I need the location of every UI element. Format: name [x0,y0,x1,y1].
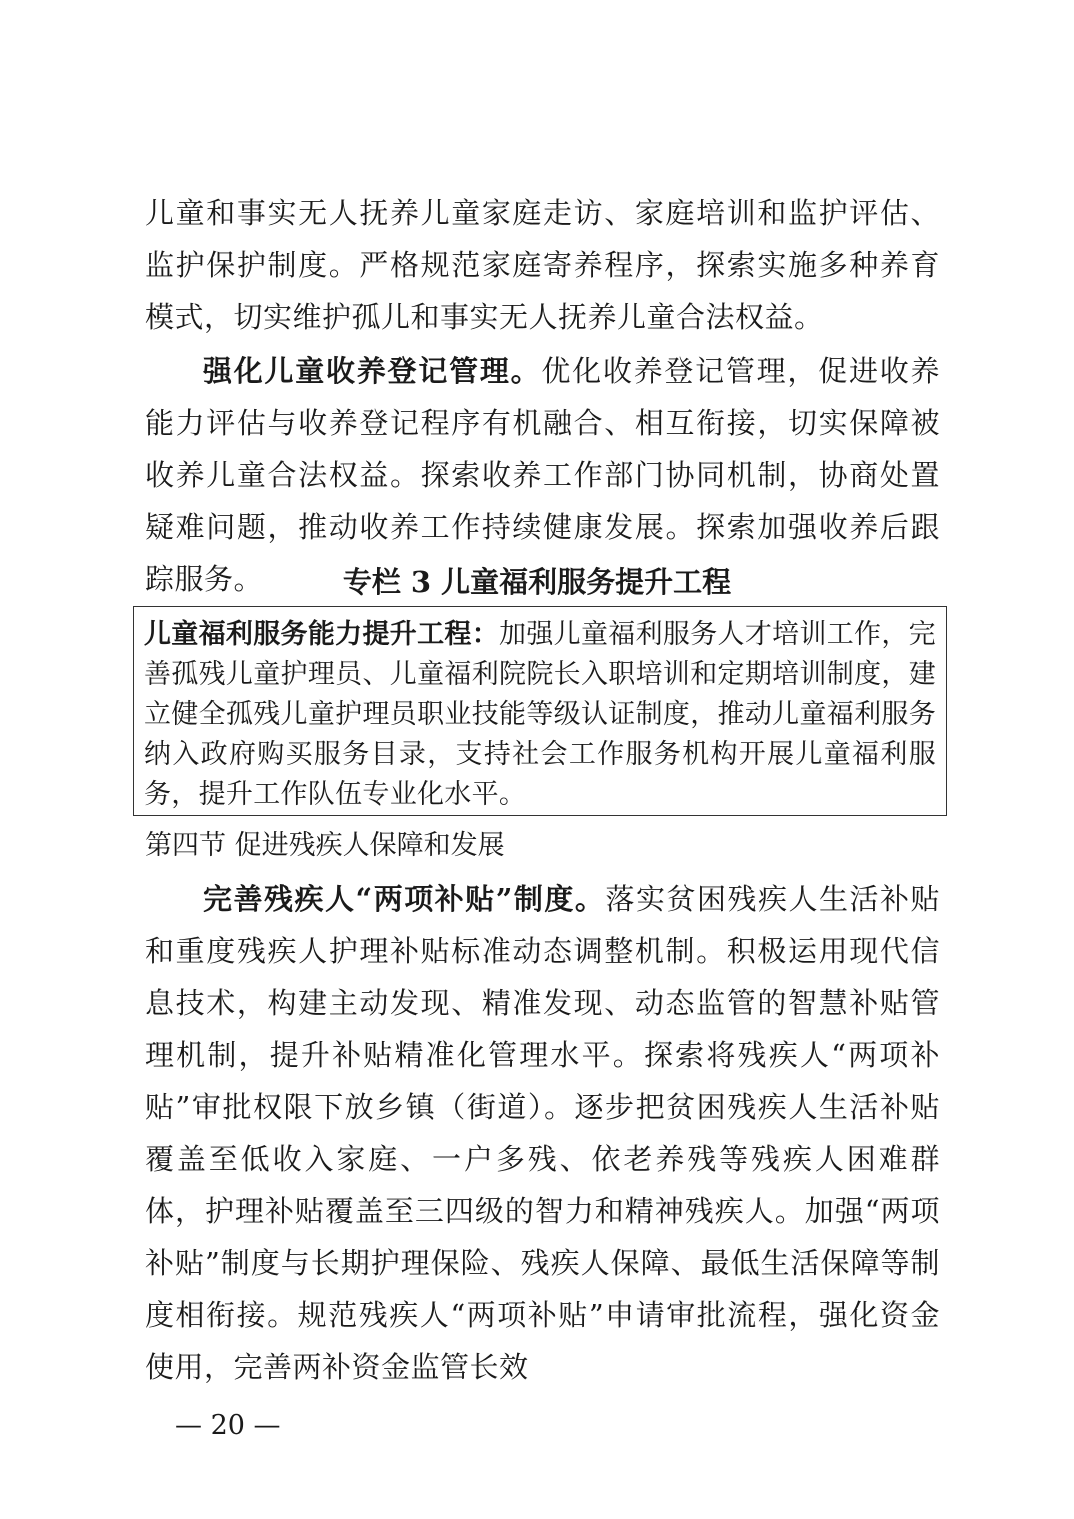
paragraph-text: 儿童和事实无人抚养儿童家庭走访、家庭培训和监护评估、监护保护制度。严格规范家庭寄养程序，探索实施多种养育模式，切实维护孤儿和事实无人抚养儿童合法权益。 [145,196,940,334]
paragraph-orphan-protection [145,187,940,343]
paragraph-text: 落实贫困残疾人生活补贴和重度残疾人护理补贴标准动态调整机制。积极运用现代信息技术，构建主动发现、精准发现、动态监管的智慧补贴管理机制，提升补贴精准化管理水平。探索将残疾人“两项补贴”审批权限下放乡镇（街道）。逐步把贫困残疾人生活补贴覆盖至低收入家庭、一户多残、依老养残等残疾人困难群体，护理补贴覆盖至三四级的智力和精神残疾人。加强“两项补贴”制度与长期护理保险、残疾人保障、最低生活保障等制度相衔接。规范残疾人“两项补贴”申请审批流程，强化资金使用，完善两补资金监管长效 [145,882,940,1384]
page-number: — 20 — [175,1410,281,1441]
paragraph-text: 优化收养登记管理，促进收养能力评估与收养登记程序有机融合、相互衔接，切实保障被收养儿童合法权益。探索收养工作部门协同机制，协商处置疑难问题，推动收养工作持续健康发展。探索加强收养后跟踪服务。 [145,354,940,596]
paragraph-disability-subsidies [145,873,940,1393]
paragraph-lead: 强化儿童收养登记管理。 [203,354,542,388]
paragraph-lead: 完善残疾人“两项补贴”制度。 [203,882,606,916]
column-box [133,606,947,816]
column-box-lead: 儿童福利服务能力提升工程： [144,619,500,650]
column-box-title: 专栏 3 儿童福利服务提升工程 [342,565,732,599]
column-box-body [144,615,936,815]
section-heading: 第四节 促进残疾人保障和发展 [145,830,505,861]
column-box-text: 加强儿童福利服务人才培训工作，完善孤残儿童护理员、儿童福利院院长入职培训和定期培训制度，建立健全孤残儿童护理员职业技能等级认证制度，推动儿童福利服务纳入政府购买服务目录，支持社会工作服务机构开展儿童福利服务，提升工作队伍专业化水平。 [144,619,936,810]
